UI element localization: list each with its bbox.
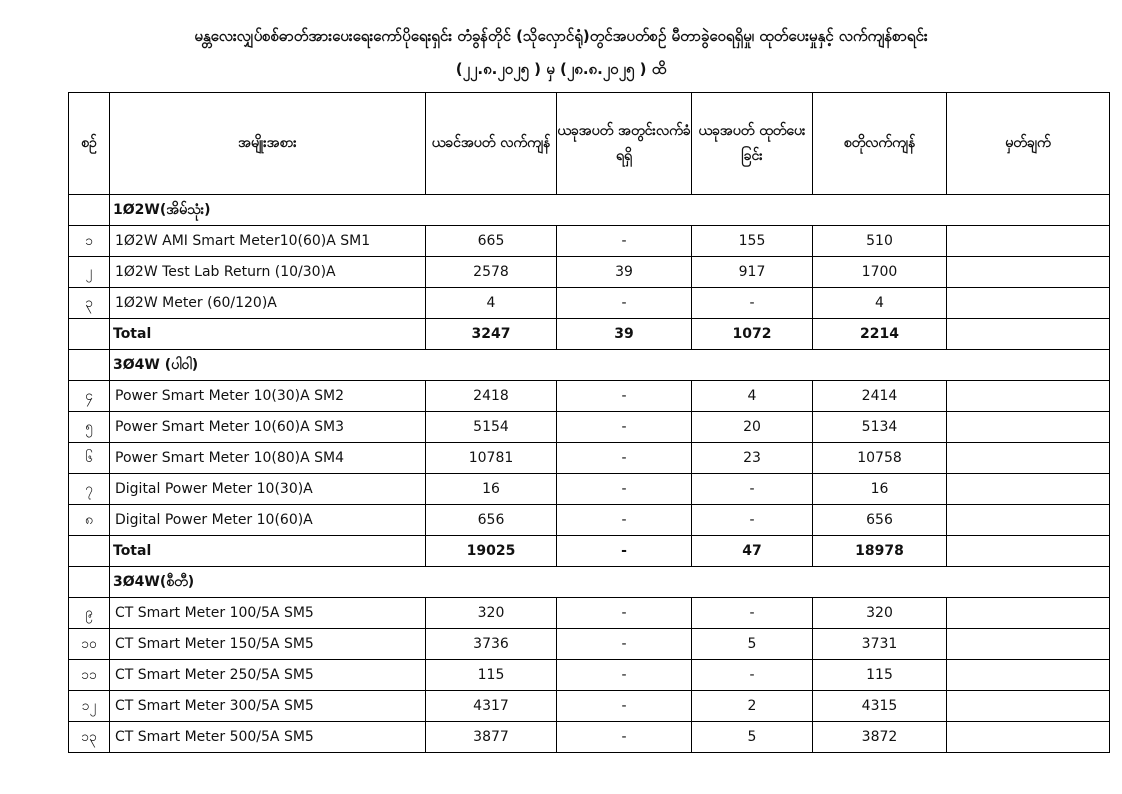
received: - bbox=[557, 226, 692, 257]
store-balance: 10758 bbox=[813, 443, 947, 474]
table-row bbox=[69, 288, 1110, 319]
issued: 5 bbox=[692, 722, 813, 753]
table-row bbox=[69, 257, 1110, 288]
total-no-cell bbox=[69, 536, 110, 567]
total-remarks bbox=[947, 536, 1110, 567]
meter-type: CT Smart Meter 150/5A SM5 bbox=[110, 629, 426, 660]
received: 39 bbox=[557, 257, 692, 288]
total-issued: 47 bbox=[692, 536, 813, 567]
remarks bbox=[947, 412, 1110, 443]
meter-type: 1Ø2W AMI Smart Meter10(60)A SM1 bbox=[110, 226, 426, 257]
meter-type: CT Smart Meter 100/5A SM5 bbox=[110, 598, 426, 629]
row-number: ၉ bbox=[69, 598, 110, 629]
row-number: ၁၃ bbox=[69, 722, 110, 753]
total-row bbox=[69, 536, 1110, 567]
table-row bbox=[69, 691, 1110, 722]
row-number: ၇ bbox=[69, 474, 110, 505]
group-row bbox=[69, 195, 1110, 226]
row-number: ၃ bbox=[69, 288, 110, 319]
group-label: 3Ø4W(စီတီ) bbox=[110, 567, 1110, 598]
total-row bbox=[69, 319, 1110, 350]
col-header-prev-balance: ယခင်အပတ် လက်ကျန် bbox=[426, 93, 557, 195]
issued: 917 bbox=[692, 257, 813, 288]
row-number: ၂ bbox=[69, 257, 110, 288]
prev-balance: 3736 bbox=[426, 629, 557, 660]
col-header-store-balance: စတိုလက်ကျန် bbox=[813, 93, 947, 195]
prev-balance: 656 bbox=[426, 505, 557, 536]
store-balance: 5134 bbox=[813, 412, 947, 443]
table-row bbox=[69, 381, 1110, 412]
meter-type: Digital Power Meter 10(30)A bbox=[110, 474, 426, 505]
remarks bbox=[947, 288, 1110, 319]
row-number: ၅ bbox=[69, 412, 110, 443]
prev-balance: 5154 bbox=[426, 412, 557, 443]
remarks bbox=[947, 443, 1110, 474]
table-row bbox=[69, 474, 1110, 505]
col-header-no: စဉ် bbox=[69, 93, 110, 195]
issued: - bbox=[692, 660, 813, 691]
total-label: Total bbox=[110, 536, 426, 567]
remarks bbox=[947, 629, 1110, 660]
received: - bbox=[557, 505, 692, 536]
received: - bbox=[557, 443, 692, 474]
row-number: ၁၀ bbox=[69, 629, 110, 660]
prev-balance: 4317 bbox=[426, 691, 557, 722]
store-balance: 4315 bbox=[813, 691, 947, 722]
issued: 4 bbox=[692, 381, 813, 412]
issued: - bbox=[692, 505, 813, 536]
received: - bbox=[557, 474, 692, 505]
table-row bbox=[69, 443, 1110, 474]
table-row bbox=[69, 226, 1110, 257]
total-label: Total bbox=[110, 319, 426, 350]
issued: - bbox=[692, 288, 813, 319]
group-no-cell bbox=[69, 195, 110, 226]
prev-balance: 115 bbox=[426, 660, 557, 691]
col-header-remarks: မှတ်ချက် bbox=[947, 93, 1110, 195]
remarks bbox=[947, 598, 1110, 629]
meter-type: CT Smart Meter 500/5A SM5 bbox=[110, 722, 426, 753]
meter-type: Digital Power Meter 10(60)A bbox=[110, 505, 426, 536]
received: - bbox=[557, 660, 692, 691]
issued: 23 bbox=[692, 443, 813, 474]
table-row bbox=[69, 598, 1110, 629]
prev-balance: 10781 bbox=[426, 443, 557, 474]
header-row bbox=[69, 93, 1110, 195]
issued: - bbox=[692, 598, 813, 629]
prev-balance: 16 bbox=[426, 474, 557, 505]
table-row bbox=[69, 505, 1110, 536]
remarks bbox=[947, 691, 1110, 722]
issued: 155 bbox=[692, 226, 813, 257]
store-balance: 3731 bbox=[813, 629, 947, 660]
remarks bbox=[947, 722, 1110, 753]
table-row bbox=[69, 722, 1110, 753]
store-balance: 2414 bbox=[813, 381, 947, 412]
remarks bbox=[947, 505, 1110, 536]
prev-balance: 3877 bbox=[426, 722, 557, 753]
store-balance: 510 bbox=[813, 226, 947, 257]
meter-type: Power Smart Meter 10(30)A SM2 bbox=[110, 381, 426, 412]
remarks bbox=[947, 226, 1110, 257]
inventory-table bbox=[68, 92, 1110, 753]
meter-type: Power Smart Meter 10(60)A SM3 bbox=[110, 412, 426, 443]
table-row bbox=[69, 660, 1110, 691]
group-no-cell bbox=[69, 567, 110, 598]
total-issued: 1072 bbox=[692, 319, 813, 350]
remarks bbox=[947, 381, 1110, 412]
remarks bbox=[947, 257, 1110, 288]
received: - bbox=[557, 288, 692, 319]
prev-balance: 4 bbox=[426, 288, 557, 319]
group-row bbox=[69, 567, 1110, 598]
col-header-issued: ယခုအပတ် ထုတ်ပေးခြင်း bbox=[692, 93, 813, 195]
group-label: 1Ø2W(အိမ်သုံး) bbox=[110, 195, 1110, 226]
table-row bbox=[69, 629, 1110, 660]
received: - bbox=[557, 381, 692, 412]
store-balance: 1700 bbox=[813, 257, 947, 288]
col-header-type: အမျိုးအစား bbox=[110, 93, 426, 195]
group-no-cell bbox=[69, 350, 110, 381]
meter-type: CT Smart Meter 250/5A SM5 bbox=[110, 660, 426, 691]
meter-type: 1Ø2W Meter (60/120)A bbox=[110, 288, 426, 319]
row-number: ၁ bbox=[69, 226, 110, 257]
total-prev-balance: 19025 bbox=[426, 536, 557, 567]
total-store-balance: 18978 bbox=[813, 536, 947, 567]
prev-balance: 665 bbox=[426, 226, 557, 257]
remarks bbox=[947, 660, 1110, 691]
issued: - bbox=[692, 474, 813, 505]
total-prev-balance: 3247 bbox=[426, 319, 557, 350]
total-received: - bbox=[557, 536, 692, 567]
table-body bbox=[69, 195, 1110, 753]
total-received: 39 bbox=[557, 319, 692, 350]
received: - bbox=[557, 598, 692, 629]
row-number: ၄ bbox=[69, 381, 110, 412]
prev-balance: 2418 bbox=[426, 381, 557, 412]
issued: 5 bbox=[692, 629, 813, 660]
table-row bbox=[69, 412, 1110, 443]
store-balance: 115 bbox=[813, 660, 947, 691]
store-balance: 4 bbox=[813, 288, 947, 319]
group-label: 3Ø4W (ပါဝါ) bbox=[110, 350, 1110, 381]
col-header-received: ယခုအပတ် အတွင်းလက်ခံ ရရှိ bbox=[557, 93, 692, 195]
meter-type: 1Ø2W Test Lab Return (10/30)A bbox=[110, 257, 426, 288]
issued: 20 bbox=[692, 412, 813, 443]
store-balance: 3872 bbox=[813, 722, 947, 753]
row-number: ၁၂ bbox=[69, 691, 110, 722]
received: - bbox=[557, 629, 692, 660]
group-row bbox=[69, 350, 1110, 381]
row-number: ၈ bbox=[69, 505, 110, 536]
issued: 2 bbox=[692, 691, 813, 722]
prev-balance: 2578 bbox=[426, 257, 557, 288]
remarks bbox=[947, 474, 1110, 505]
report-title: မန္တလေးလျှပ်စစ်ဓာတ်အားပေးရေးကော်ပိုရေးရှင်း တံခွန်တိုင် (သိုလှောင်ရုံ)တွင်အပတ်စဉ် မီတာခွဲဝေရရှိမှု၊ ထုတ်ပေးမှုနှင့် လက်ကျန်စာရင်း bbox=[194, 27, 928, 45]
received: - bbox=[557, 691, 692, 722]
total-store-balance: 2214 bbox=[813, 319, 947, 350]
store-balance: 16 bbox=[813, 474, 947, 505]
row-number: ၆ bbox=[69, 443, 110, 474]
store-balance: 320 bbox=[813, 598, 947, 629]
store-balance: 656 bbox=[813, 505, 947, 536]
total-remarks bbox=[947, 319, 1110, 350]
report-date-range: (၂၂.၈.၂၀၂၅ ) မှ (၂၈.၈.၂၀၂၅ ) ထိ bbox=[455, 60, 667, 78]
received: - bbox=[557, 722, 692, 753]
received: - bbox=[557, 412, 692, 443]
meter-type: Power Smart Meter 10(80)A SM4 bbox=[110, 443, 426, 474]
total-no-cell bbox=[69, 319, 110, 350]
meter-type: CT Smart Meter 300/5A SM5 bbox=[110, 691, 426, 722]
prev-balance: 320 bbox=[426, 598, 557, 629]
row-number: ၁၁ bbox=[69, 660, 110, 691]
